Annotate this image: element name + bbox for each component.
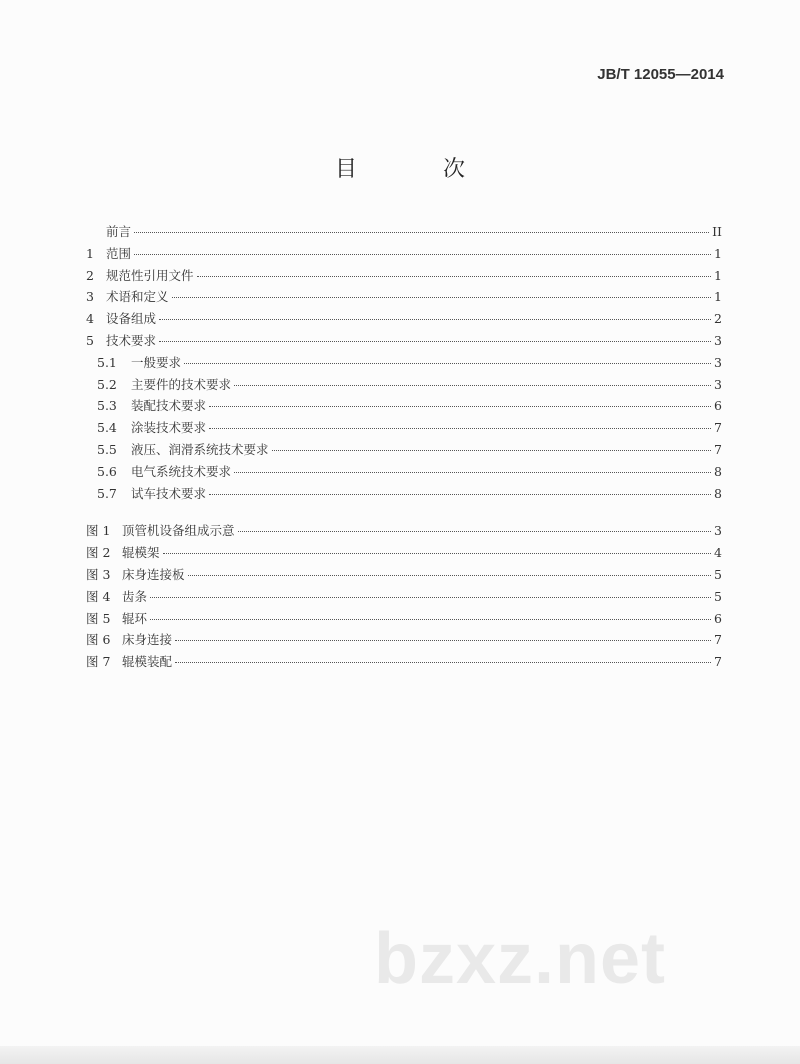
toc-entry[interactable] bbox=[86, 543, 722, 565]
toc-entry-page: 3 bbox=[714, 354, 722, 370]
toc-entry-label: 电气系统技术要求 bbox=[131, 463, 232, 479]
toc-entry-label: 齿条 bbox=[122, 588, 148, 604]
toc-entry-number: 图 3 bbox=[86, 566, 111, 582]
toc-entry-page: 7 bbox=[714, 632, 722, 648]
toc-entry-number: 图 5 bbox=[86, 610, 111, 626]
toc-entry-number: 图 1 bbox=[86, 523, 111, 539]
dot-leader bbox=[209, 428, 711, 429]
toc-sections bbox=[86, 222, 722, 505]
dot-leader bbox=[197, 276, 711, 277]
toc-entry-number: 5 bbox=[86, 332, 94, 348]
toc-entry[interactable] bbox=[86, 652, 722, 674]
toc-entry-number: 5.1 bbox=[97, 354, 117, 370]
dot-leader bbox=[134, 232, 709, 233]
toc-entry-label: 液压、润滑系统技术要求 bbox=[131, 441, 269, 457]
toc-entry-page: 6 bbox=[714, 398, 722, 414]
toc-entry-page: II bbox=[712, 224, 722, 239]
toc-entry[interactable] bbox=[86, 244, 722, 266]
toc-entry-page: 7 bbox=[714, 420, 722, 436]
dot-leader bbox=[150, 619, 711, 620]
toc-entry-page: 1 bbox=[714, 267, 722, 283]
toc-entry-number: 1 bbox=[86, 245, 94, 261]
toc-entry[interactable] bbox=[86, 396, 722, 418]
watermark: bzxz.net bbox=[374, 919, 667, 999]
toc-entry-page: 7 bbox=[714, 654, 722, 670]
toc-entry[interactable] bbox=[86, 587, 722, 609]
page-bottom-edge bbox=[0, 1046, 800, 1064]
toc-entry-number: 2 bbox=[86, 267, 94, 283]
toc-entry-page: 8 bbox=[714, 485, 722, 501]
toc-entry[interactable] bbox=[86, 331, 722, 353]
toc-entry-number: 5.5 bbox=[97, 441, 117, 457]
toc-entry-page: 8 bbox=[714, 463, 722, 479]
toc-entry-label: 试车技术要求 bbox=[131, 485, 207, 501]
toc-entry-label: 规范性引用文件 bbox=[106, 267, 194, 283]
toc-entry-page: 5 bbox=[714, 588, 722, 604]
toc-entry-page: 6 bbox=[714, 610, 722, 626]
toc-entry[interactable] bbox=[86, 630, 722, 652]
toc-entry-page: 7 bbox=[714, 441, 722, 457]
dot-leader bbox=[150, 597, 711, 598]
dot-leader bbox=[238, 531, 711, 532]
toc-entry[interactable] bbox=[86, 462, 722, 484]
toc-entry-page: 3 bbox=[714, 376, 722, 392]
toc-entry-number: 图 7 bbox=[86, 654, 111, 670]
dot-leader bbox=[234, 385, 711, 386]
toc-entry[interactable] bbox=[86, 375, 722, 397]
toc-entry-number: 4 bbox=[86, 311, 94, 327]
toc-entry[interactable] bbox=[86, 266, 722, 288]
toc-entry-page: 4 bbox=[714, 545, 722, 561]
dot-leader bbox=[159, 341, 711, 342]
toc-entry[interactable] bbox=[86, 565, 722, 587]
toc-entry-label: 前言 bbox=[106, 224, 132, 239]
toc-entry-page: 3 bbox=[714, 523, 722, 539]
toc-entry[interactable] bbox=[86, 609, 722, 631]
toc-entry-label: 顶管机设备组成示意 bbox=[122, 523, 235, 539]
dot-leader bbox=[159, 319, 711, 320]
toc-entry-page: 1 bbox=[714, 289, 722, 305]
table-of-contents bbox=[86, 222, 722, 674]
toc-entry[interactable] bbox=[86, 309, 722, 331]
toc-title: 目 次 bbox=[334, 157, 497, 182]
toc-entry-number: 3 bbox=[86, 289, 94, 305]
dot-leader bbox=[234, 472, 711, 473]
toc-entry-page: 3 bbox=[714, 332, 722, 348]
dot-leader bbox=[209, 406, 711, 407]
toc-entry-label: 主要件的技术要求 bbox=[131, 376, 232, 392]
toc-entry-number: 图 6 bbox=[86, 632, 111, 648]
toc-entry[interactable] bbox=[86, 418, 722, 440]
dot-leader bbox=[175, 640, 711, 641]
standard-code: JB/T 12055—2014 bbox=[597, 66, 724, 83]
toc-entry-label: 技术要求 bbox=[106, 332, 157, 348]
toc-entry-label: 床身连接板 bbox=[122, 566, 185, 582]
toc-entry-number: 5.6 bbox=[97, 463, 117, 479]
dot-leader bbox=[134, 254, 711, 255]
toc-entry-page: 1 bbox=[714, 245, 722, 261]
toc-entry[interactable] bbox=[86, 222, 722, 244]
toc-entry-label: 辊环 bbox=[122, 610, 148, 626]
dot-leader bbox=[172, 297, 711, 298]
toc-entry-number: 图 4 bbox=[86, 588, 111, 604]
toc-entry[interactable] bbox=[86, 287, 722, 309]
toc-entry-label: 术语和定义 bbox=[106, 289, 169, 305]
toc-entry[interactable] bbox=[86, 440, 722, 462]
toc-gap bbox=[86, 505, 722, 521]
toc-entry-number: 图 2 bbox=[86, 545, 111, 561]
dot-leader bbox=[272, 450, 711, 451]
dot-leader bbox=[184, 363, 711, 364]
toc-entry-number: 5.3 bbox=[97, 398, 117, 414]
dot-leader bbox=[209, 494, 711, 495]
toc-entry-label: 涂装技术要求 bbox=[131, 420, 207, 436]
toc-entry[interactable] bbox=[86, 521, 722, 543]
dot-leader bbox=[163, 553, 711, 554]
toc-entry-page: 5 bbox=[714, 566, 722, 582]
toc-entry-number: 5.4 bbox=[97, 420, 117, 436]
toc-entry-number: 5.7 bbox=[97, 485, 117, 501]
dot-leader bbox=[188, 575, 711, 576]
toc-entry-label: 辊模架 bbox=[122, 545, 160, 561]
toc-entry-label: 范围 bbox=[106, 245, 132, 261]
toc-entry-label: 辊模装配 bbox=[122, 654, 173, 670]
toc-entry-page: 2 bbox=[714, 311, 722, 327]
dot-leader bbox=[175, 662, 711, 663]
toc-figures bbox=[86, 521, 722, 674]
toc-entry-number: 5.2 bbox=[97, 376, 117, 392]
toc-entry[interactable] bbox=[86, 484, 722, 506]
toc-entry[interactable] bbox=[86, 353, 722, 375]
toc-entry-label: 装配技术要求 bbox=[131, 398, 207, 414]
toc-entry-label: 设备组成 bbox=[106, 311, 157, 327]
toc-entry-label: 一般要求 bbox=[131, 354, 182, 370]
toc-entry-label: 床身连接 bbox=[122, 632, 173, 648]
